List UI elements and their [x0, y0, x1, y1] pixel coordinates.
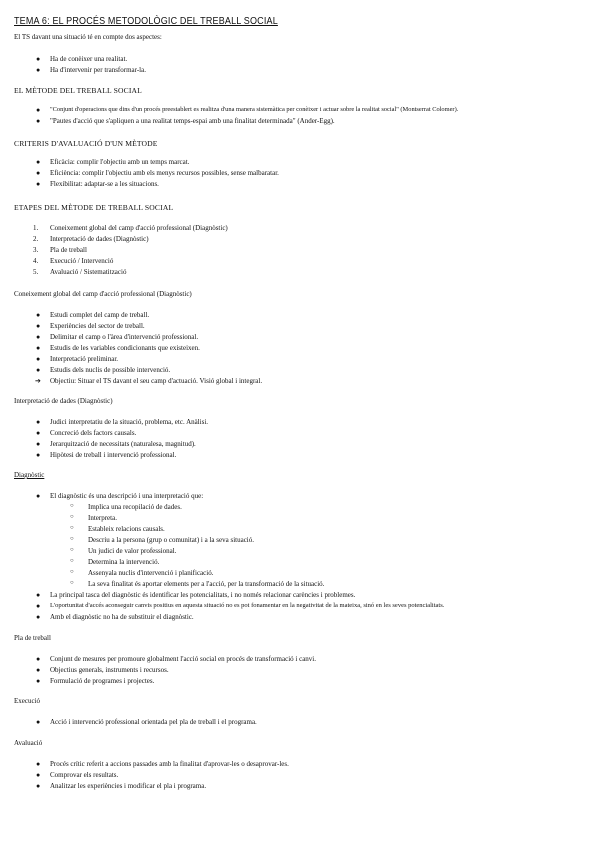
bullet-icon: ●: [36, 492, 41, 500]
section-heading-diagnostic: Diagnòstic: [14, 471, 45, 479]
list-number: 2.: [33, 235, 39, 243]
bullet-icon: ●: [36, 677, 41, 685]
bullet-icon: ●: [36, 366, 41, 374]
circle-bullet-icon: ○: [70, 536, 74, 542]
bullet-icon: ●: [36, 344, 41, 352]
circle-bullet-icon: ○: [70, 547, 74, 553]
bullet-icon: ●: [36, 613, 41, 621]
bullet-icon: ●: [36, 429, 41, 437]
section-heading-criteris: CRITERIS D'AVALUACIÓ D'UN MÈTODE: [14, 139, 158, 148]
circle-bullet-icon: ○: [70, 569, 74, 575]
bullet-icon: ●: [36, 66, 41, 74]
bullet-icon: ●: [36, 666, 41, 674]
bullet-icon: ●: [36, 782, 41, 790]
circle-bullet-icon: ○: [70, 514, 74, 520]
section-heading-pla: Pla de treball: [14, 634, 51, 642]
section-heading-avaluacio: Avaluació: [14, 739, 43, 747]
bullet-icon: ●: [36, 655, 41, 663]
intro-text: El TS davant una situació té en compte dos aspectes:: [14, 33, 162, 41]
bullet-icon: ●: [36, 718, 41, 726]
bullet-icon: ●: [36, 333, 41, 341]
bullet-icon: ●: [36, 440, 41, 448]
bullet-icon: ●: [36, 602, 41, 610]
list-number: 3.: [33, 246, 39, 254]
circle-bullet-icon: ○: [70, 580, 74, 586]
circle-bullet-icon: ○: [70, 503, 74, 509]
bullet-icon: ●: [36, 591, 41, 599]
section-heading-metode: EL MÈTODE DEL TREBALL SOCIAL: [14, 86, 142, 95]
list-number: 1.: [33, 224, 39, 232]
bullet-icon: ●: [36, 158, 41, 166]
bullet-icon: ●: [36, 311, 41, 319]
bullet-icon: ●: [36, 418, 41, 426]
section-heading-coneixement: Coneixement global del camp d'acció professional (Diagnòstic): [14, 290, 192, 298]
bullet-icon: ●: [36, 106, 41, 114]
bullet-icon: ●: [36, 322, 41, 330]
arrow-right-icon: ➔: [35, 377, 41, 385]
circle-bullet-icon: ○: [70, 525, 74, 531]
bullet-icon: ●: [36, 451, 41, 459]
section-heading-interpretacio: Interpretació de dades (Diagnòstic): [14, 397, 113, 405]
bullet-icon: ●: [36, 355, 41, 363]
section-heading-etapes: ETAPES DEL MÈTODE DE TREBALL SOCIAL: [14, 203, 174, 212]
section-heading-execucio: Execució: [14, 697, 41, 705]
bullet-icon: ●: [36, 771, 41, 779]
circle-bullet-icon: ○: [70, 558, 74, 564]
document-page: TEMA 6: EL PROCÉS METODOLÒGIC DEL TREBALL SOCIAL El TS davant una situació té en compte dos aspectes: ● Ha de conèixer una realitat. ● Ha d'intervenir per transformar-la. EL MÈTODE DEL TREBALL SOCIAL ● "Conjunt d'operacions que dins d'un procés preestablert es realitza d'una manera sistemàtica per conèixer i actuar sobre la realitat social" (Montserrat Colomer). ● "Pautes d'acció que s'apliquen a una realitat temps-espai amb una finalitat determinada" (Ander-Egg). CRITERIS D'AVALUACIÓ D'UN MÈTODE ● Eficàcia: complir l'objectiu amb un temps marcat. ● Eficiència: complir l'objectiu amb els menys recursos possibles, sense malbaratar. ● Flexibilitat: adaptar-se a les situacions. ETAPES DEL MÈTODE DE TREBALL SOCIAL 1. Coneixement global del camp d'acció professional (Diagnòstic) 2. Interpretació de dades (Diagnòstic) 3. Pla de treball 4. Execució / Intervenció 5. Avaluació / Sistematització Coneixement global del camp d'acció professional (Diagnòstic) ● Estudi complet del camp de treball. ● Experiències del sector de treball. ● Delimitar el camp o l'àrea d'intervenció professional. ● Estudis de les variables condicionants que existeixen. ● Interpretació preliminar. ● Estudis dels nuclis de possible intervenció. ➔ Objectiu: Situar el TS davant el seu camp d'actuació. Visió global i integral. Interpretació de dades (Diagnòstic) ● Judici interpretatiu de la situació, problema, etc. Anàlisi. ● Concreció dels factors causals. ● Jerarquització de necessitats (naturalesa, magnitud). ● Hipòtesi de treball i intervenció professional. Diagnòstic ● El diagnòstic és una descripció i una interpretació que: ○ Implica una recopilació de dades. ○ Interpreta. ○ Estableix relacions causals. ○ Descriu a la persona (grup o comunitat) i a la seva situació. ○ Un judici de valor professional. ○ Determina la intervenció. ○ Assenyala nuclis d'intervenció i planificació. ○ La seva finalitat és aportar elements per a l'acció, per la transformació de la situació. ● La principal tasca del diagnòstic és identificar les potencialitats, i no només relacionar carències i problemes. ● L'oportunitat d'accés aconseguir canvis positius en aquesta situació no es pot fonamentar en la negativitat de la mateixa, sinó en les seves potencialitats. ● Amb el diagnòstic no ha de substituir el diagnòstic. Pla de treball ● Conjunt de mesures per promoure globalment l'acció social en procés de transformació i canvi. ● Objectius generals, instruments i recursos. ● Formulació de programes i projectes. Execució ● Acció i intervenció professional orientada pel pla de treball i el programa. Avaluació ● Procés crític referit a accions passades amb la finalitat d'aprovar-les o desaprovar-les. ● Comprovar els resultats. ● Analitzar les experiències i modificar el pla i programa.: [14, 16, 459, 790]
bullet-icon: ●: [36, 169, 41, 177]
bullet-icon: ●: [36, 55, 41, 63]
list-number: 5.: [33, 268, 39, 276]
bullet-icon: ●: [36, 117, 41, 125]
page-title: TEMA 6: EL PROCÉS METODOLÒGIC DEL TREBALL SOCIAL: [14, 16, 278, 27]
bullet-icon: ●: [36, 180, 41, 188]
list-number: 4.: [33, 257, 39, 265]
bullet-icon: ●: [36, 760, 41, 768]
